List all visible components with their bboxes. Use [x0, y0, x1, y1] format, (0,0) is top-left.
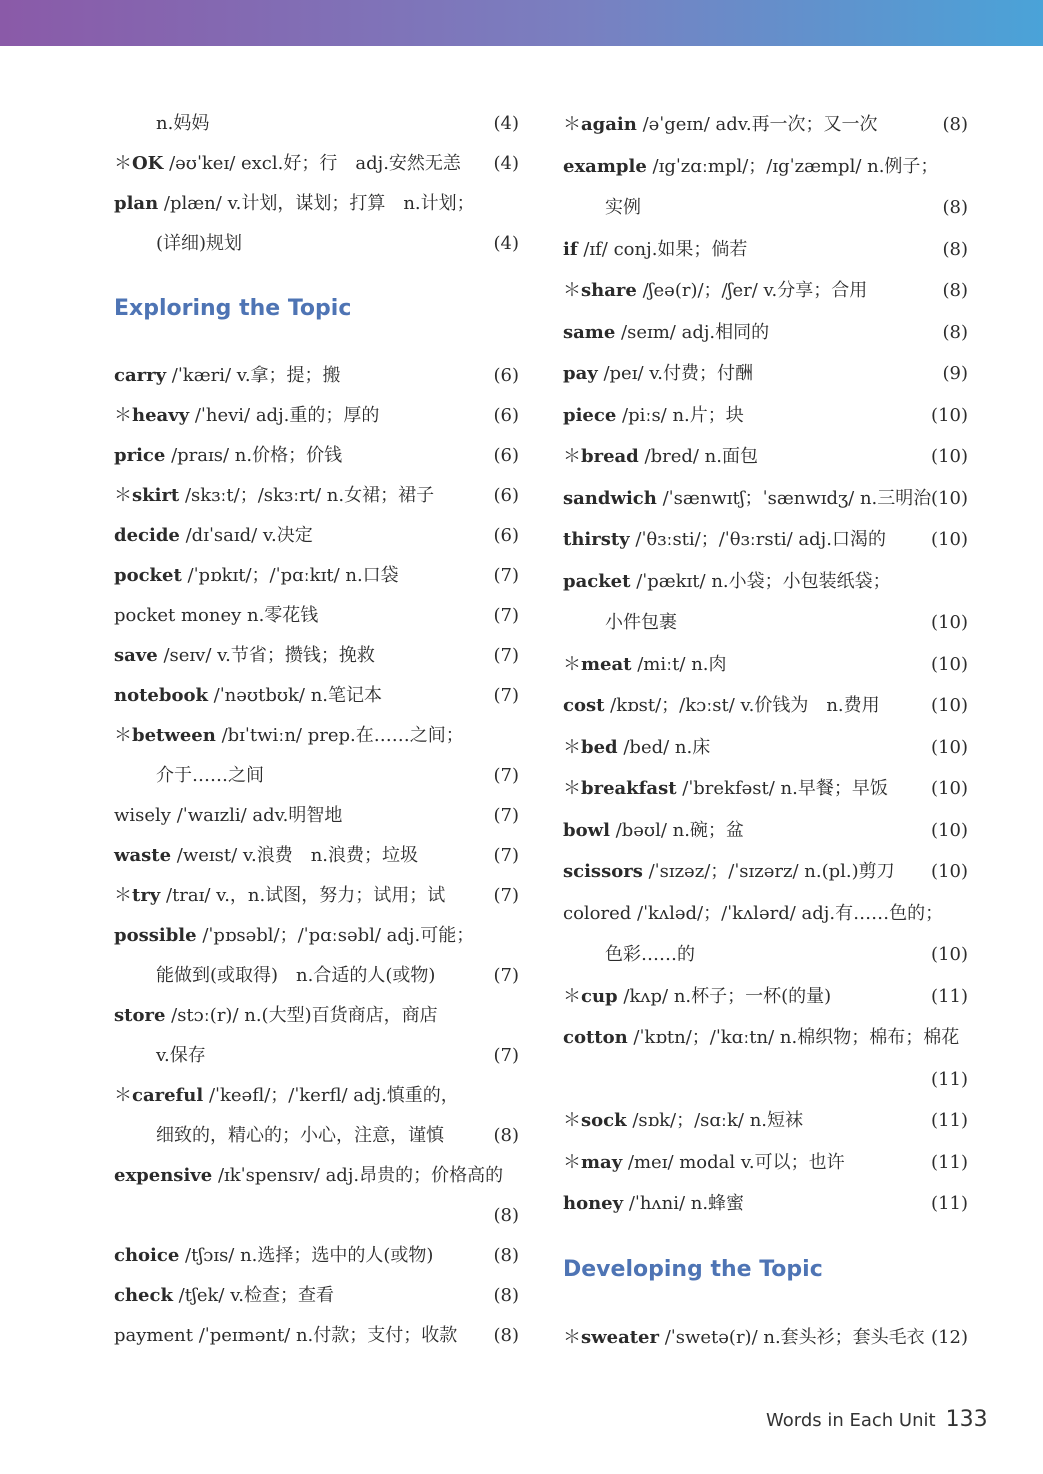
page-ref: (6) [493, 445, 519, 466]
definition: /bəʊl/ n.碗；盆 [615, 819, 744, 841]
vocab-line [114, 1036, 519, 1076]
vocab-line [114, 996, 519, 1036]
page-ref: (8) [493, 1205, 519, 1226]
page-ref: (7) [493, 565, 519, 586]
definition: n.妈妈 [156, 113, 210, 134]
page-ref: (7) [493, 765, 519, 786]
definition: /bed/ n.床 [623, 736, 711, 758]
vocab-line [563, 561, 968, 603]
page-ref: (10) [931, 861, 968, 882]
definition: /əˈgeɪn/ adv.再一次；又一次 [642, 114, 878, 135]
vocab-line [114, 956, 519, 996]
vocab-line [114, 516, 519, 556]
left-entries-top [114, 104, 519, 264]
page-ref: (4) [493, 233, 519, 254]
page-ref: (10) [931, 695, 968, 716]
right-column [563, 104, 968, 1358]
page-ref: (10) [931, 529, 968, 550]
left-entries-main [114, 356, 519, 1356]
vocab-line [563, 270, 968, 312]
headword: cup [581, 985, 618, 1007]
section-heading-developing: Developing the Topic [563, 1256, 823, 1282]
page-ref: (8) [942, 114, 968, 135]
vocab-line [114, 184, 519, 224]
page-ref: (9) [942, 363, 968, 384]
headword: again [581, 114, 637, 135]
definition: /peɪ/ v.付费；付酬 [603, 363, 753, 384]
headword: save [114, 645, 158, 666]
headword: bread [581, 446, 639, 467]
star-mark: ＊ [563, 1110, 581, 1131]
definition: 细致的，精心的；小心，注意，谨慎 [156, 1125, 444, 1146]
vocab-line [563, 395, 968, 437]
definition: /traɪ/ v.，n.试图，努力；试用；试 [166, 885, 446, 906]
page-ref: (10) [931, 404, 968, 426]
definition: /tʃek/ v.检查；查看 [178, 1285, 334, 1306]
definition: /skɜːt/；/skɜːrt/ n.女裙；裙子 [184, 485, 435, 506]
vocab-line [114, 676, 519, 716]
right-entries-bottom [563, 1317, 968, 1359]
page-ref: (7) [493, 845, 519, 866]
definition: /ˈsænwɪtʃ；ˈsænwɪdʒ/ n.三明治 [662, 487, 932, 509]
headword: skirt [132, 485, 180, 506]
vocab-line [114, 1316, 519, 1356]
page-ref: (6) [493, 525, 519, 546]
star-mark: ＊ [563, 653, 581, 675]
vocab-line [114, 756, 519, 796]
page-ref: (6) [493, 365, 519, 386]
page-ref: (8) [942, 197, 968, 218]
definition: v.保存 [156, 1045, 206, 1066]
headword: honey [563, 1193, 624, 1214]
vocab-line [114, 1276, 519, 1316]
page-ref: (12) [931, 1326, 968, 1348]
definition: pocket money n.零花钱 [114, 605, 319, 626]
headword: OK [132, 153, 164, 174]
definition: /ɪkˈspensɪv/ adj.昂贵的；价格高的 [217, 1165, 504, 1186]
page-ref: (10) [931, 446, 968, 467]
vocab-line [114, 104, 519, 144]
vocab-line [114, 596, 519, 636]
vocab-line [563, 353, 968, 395]
headword: sock [581, 1110, 627, 1131]
page-ref: (7) [493, 685, 519, 706]
page-ref: (7) [493, 885, 519, 906]
vocab-line [563, 893, 968, 935]
definition: /sɒk/；/sɑːk/ n.短袜 [632, 1110, 804, 1131]
definition: 介于……之间 [156, 765, 264, 786]
page-ref: (8) [493, 1125, 519, 1146]
page-ref: (8) [942, 280, 968, 301]
vocab-line [563, 768, 968, 810]
headword: heavy [132, 405, 190, 426]
headword: thirsty [563, 529, 630, 550]
definition: (详细)规划 [156, 233, 243, 254]
star-mark: ＊ [563, 1151, 581, 1173]
page-ref: (4) [493, 153, 519, 174]
vocab-line [563, 478, 968, 520]
vocab-line [563, 851, 968, 893]
star-mark: ＊ [114, 405, 132, 426]
page-ref: (10) [931, 653, 968, 675]
definition: /ˈpɒsəbl/；/ˈpɑːsəbl/ adj.可能； [202, 925, 475, 946]
vocab-line [563, 810, 968, 852]
headword: piece [563, 404, 617, 426]
vocab-line [563, 1183, 968, 1225]
page-ref: (11) [931, 1151, 968, 1173]
definition: /dɪˈsaɪd/ v.决定 [185, 525, 313, 546]
page-ref: (11) [931, 1193, 968, 1214]
definition: /ˈsɪzəz/；/ˈsɪzərz/ n.(pl.)剪刀 [648, 861, 895, 882]
vocab-line [563, 727, 968, 769]
headword: pay [563, 363, 598, 384]
definition: /praɪs/ n.价格；价钱 [171, 445, 343, 466]
star-mark: ＊ [563, 114, 581, 135]
vocab-line [563, 312, 968, 354]
star-mark: ＊ [114, 485, 132, 506]
headword: try [132, 885, 161, 906]
right-entries-main [563, 104, 968, 1225]
vocab-line [563, 602, 968, 644]
definition: payment /ˈpeɪmənt/ n.付款；支付；收款 [114, 1325, 458, 1346]
header-color-bar [0, 0, 1043, 46]
vocab-line [563, 436, 968, 478]
definition: /seɪv/ v.节省；攒钱；挽救 [163, 645, 375, 666]
page-ref: (8) [493, 1245, 519, 1266]
definition: /meɪ/ modal v.可以；也许 [627, 1151, 845, 1173]
vocab-line [563, 685, 968, 727]
headword: notebook [114, 685, 208, 706]
definition: 小件包裹 [605, 612, 677, 633]
definition: /ˈkeəfl/；/ˈkerfl/ adj.慎重的， [208, 1085, 459, 1106]
headword: expensive [114, 1165, 213, 1186]
vocab-line [114, 396, 519, 436]
headword: choice [114, 1245, 180, 1266]
vocab-line [114, 556, 519, 596]
headword: bowl [563, 819, 610, 841]
vocab-line [114, 876, 519, 916]
headword: careful [132, 1085, 204, 1106]
definition: colored /ˈkʌləd/；/ˈkʌlərd/ adj.有……色的； [563, 902, 944, 924]
definition: /ˈkɒtn/；/ˈkɑːtn/ n.棉织物；棉布；棉花 [633, 1027, 960, 1048]
definition: 色彩……的 [605, 944, 695, 965]
page-footer [766, 1400, 988, 1440]
page-ref: (10) [931, 487, 968, 509]
definition: /ˈhʌni/ n.蜂蜜 [628, 1193, 745, 1214]
definition: /bɪˈtwiːn/ prep.在……之间； [221, 725, 464, 746]
footer-title: Words in Each Unit [766, 1410, 936, 1431]
headword: bed [581, 736, 618, 758]
headword: sweater [581, 1326, 659, 1348]
vocab-line [114, 1116, 519, 1156]
star-mark: ＊ [114, 885, 132, 906]
definition: /ɪf/ conj.如果；倘若 [583, 238, 748, 260]
star-mark: ＊ [563, 778, 581, 799]
headword: check [114, 1285, 173, 1306]
headword: sandwich [563, 487, 657, 509]
star-mark: ＊ [563, 280, 581, 301]
headword: same [563, 321, 616, 343]
definition: /ˈpɒkɪt/；/ˈpɑːkɪt/ n.口袋 [187, 565, 399, 586]
definition: /miːt/ n.肉 [637, 653, 727, 675]
star-mark: ＊ [563, 1326, 581, 1348]
page-ref: (10) [931, 736, 968, 758]
page-ref: (7) [493, 645, 519, 666]
headword: scissors [563, 861, 643, 882]
headword: may [581, 1151, 623, 1173]
headword: pocket [114, 565, 182, 586]
star-mark: ＊ [114, 1085, 132, 1106]
headword: price [114, 445, 166, 466]
star-mark: ＊ [563, 985, 581, 1007]
definition: /ˈswetə(r)/ n.套头衫；套头毛衣 [664, 1326, 925, 1348]
vocab-line [114, 224, 519, 264]
definition: /ˈθɜːsti/；/ˈθɜːrsti/ adj.口渴的 [635, 529, 886, 550]
page-ref: (7) [493, 805, 519, 826]
definition: /plæn/ v.计划，谋划；打算 n.计划； [163, 193, 475, 214]
vocab-line [114, 716, 519, 756]
definition: /ˈkæri/ v.拿；提；搬 [171, 365, 341, 386]
vocab-line [114, 636, 519, 676]
page-ref: (10) [931, 944, 968, 965]
headword: example [563, 155, 647, 177]
definition: /ˈnəʊtbʊk/ n.笔记本 [213, 685, 383, 706]
headword: cotton [563, 1027, 628, 1048]
headword: breakfast [581, 778, 677, 799]
headword: decide [114, 525, 180, 546]
definition: wisely /ˈwaɪzli/ adv.明智地 [114, 805, 343, 826]
vocab-line [114, 436, 519, 476]
definition: /piːs/ n.片；块 [622, 404, 744, 426]
headword: meat [581, 653, 632, 675]
vocab-line [563, 1017, 968, 1059]
vocab-line [563, 519, 968, 561]
vocab-line [114, 1156, 519, 1196]
definition: 实例 [605, 197, 641, 218]
definition: /bred/ n.面包 [644, 446, 758, 467]
page-ref: (8) [942, 238, 968, 260]
page-ref: (8) [942, 321, 968, 343]
vocab-line [563, 644, 968, 686]
headword: if [563, 238, 578, 260]
vocab-line [114, 1196, 519, 1236]
definition: /əʊˈkeɪ/ excl.好；行 adj.安然无恙 [169, 153, 461, 174]
page-ref: (7) [493, 1045, 519, 1066]
vocab-line [563, 1317, 968, 1359]
definition: /kʌp/ n.杯子；一杯(的量) [623, 985, 832, 1007]
vocab-line [563, 1100, 968, 1142]
vocab-line [114, 836, 519, 876]
page-ref: (7) [493, 605, 519, 626]
vocab-line [114, 916, 519, 956]
page-ref: (6) [493, 485, 519, 506]
definition: /weɪst/ v.浪费 n.浪费；垃圾 [176, 845, 419, 866]
vocab-line [563, 934, 968, 976]
headword: plan [114, 193, 159, 214]
vocab-line [563, 104, 968, 146]
page-number: 133 [945, 1407, 988, 1432]
page-ref: (6) [493, 405, 519, 426]
headword: between [132, 725, 216, 746]
definition: /seɪm/ adj.相同的 [621, 321, 770, 343]
headword: packet [563, 570, 631, 592]
vocab-line [114, 144, 519, 184]
definition: 能做到(或取得) n.合适的人(或物) [156, 965, 436, 986]
page-ref: (10) [931, 778, 968, 799]
page-ref: (4) [493, 113, 519, 134]
star-mark: ＊ [563, 736, 581, 758]
vocab-line [563, 976, 968, 1018]
page-ref: (7) [493, 965, 519, 986]
vocab-line [114, 356, 519, 396]
headword: possible [114, 925, 197, 946]
headword: carry [114, 365, 167, 386]
definition: /ʃeə(r)/；/ʃer/ v.分享；合用 [642, 280, 868, 301]
section-heading-exploring: Exploring the Topic [114, 296, 352, 321]
star-mark: ＊ [114, 153, 132, 174]
vocab-line [114, 476, 519, 516]
left-column [114, 104, 519, 1356]
star-mark: ＊ [563, 446, 581, 467]
vocab-line [114, 796, 519, 836]
headword: share [581, 280, 637, 301]
vocab-line [563, 146, 968, 188]
vocab-line [563, 1142, 968, 1184]
vocab-line [563, 229, 968, 271]
definition: /tʃɔɪs/ n.选择；选中的人(或物) [185, 1245, 434, 1266]
page-ref: (8) [493, 1285, 519, 1306]
headword: waste [114, 845, 172, 866]
vocab-line [114, 1076, 519, 1116]
vocab-line [114, 1236, 519, 1276]
definition: /stɔː(r)/ n.(大型)百货商店，商店 [171, 1005, 438, 1026]
page-ref: (10) [931, 612, 968, 633]
page-ref: (11) [931, 985, 968, 1007]
definition: /ˈbrekfəst/ n.早餐；早饭 [682, 778, 888, 799]
page-ref: (10) [931, 819, 968, 841]
star-mark: ＊ [114, 725, 132, 746]
page-ref: (11) [931, 1068, 968, 1090]
definition: /ˈhevi/ adj.重的；厚的 [194, 405, 380, 426]
definition: /kɒst/；/kɔːst/ v.价钱为 n.费用 [610, 695, 880, 716]
headword: cost [563, 695, 605, 716]
vocab-line [563, 187, 968, 229]
definition: /ˈpækɪt/ n.小袋；小包装纸袋； [636, 570, 891, 592]
headword: store [114, 1005, 166, 1026]
definition: /ɪgˈzɑːmpl/；/ɪgˈzæmpl/ n.例子； [652, 155, 939, 177]
vocab-line [563, 1059, 968, 1101]
page-ref: (11) [931, 1110, 968, 1131]
page-ref: (8) [493, 1325, 519, 1346]
